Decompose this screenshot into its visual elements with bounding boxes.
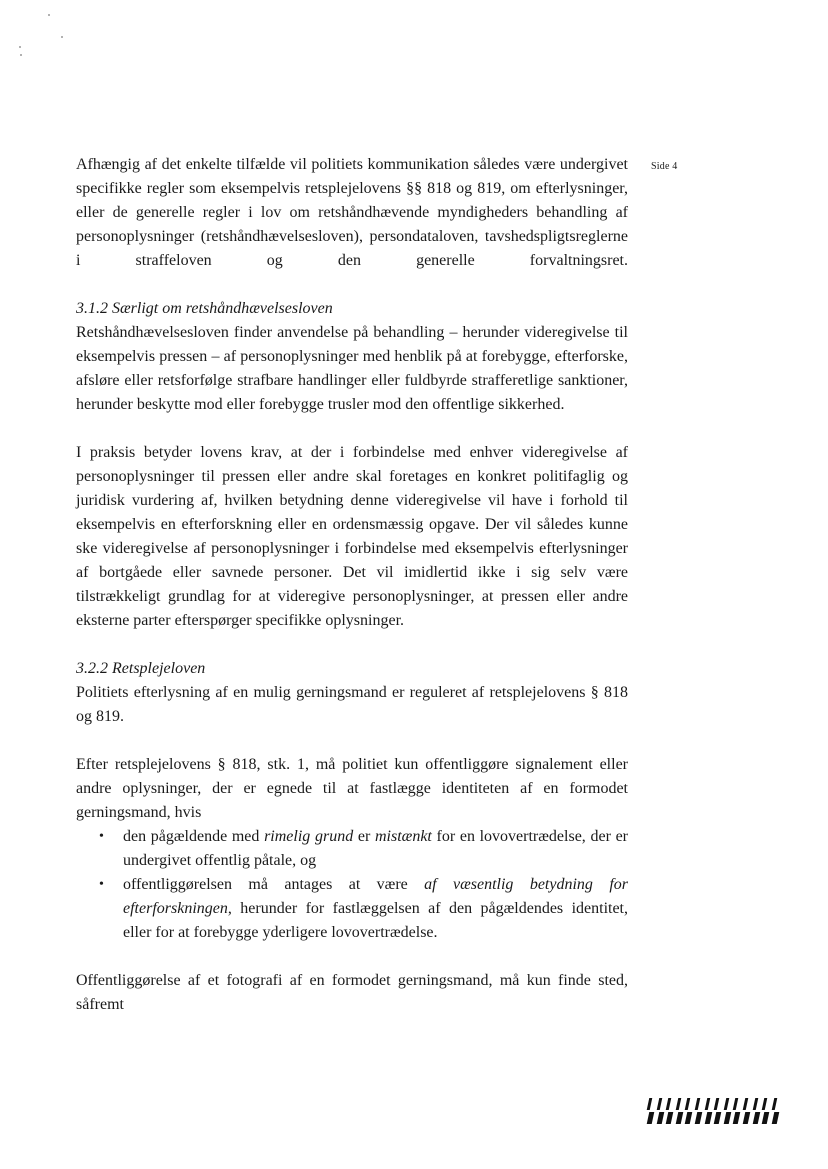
paragraph-efterlysning: Politiets efterlysning af en mulig gerningsmand er reguleret af retsplejelovens § 818 og 819.	[76, 684, 628, 725]
paragraph-retshaandhaevelsesloven: Retshåndhævelsesloven finder anvendelse på behandling – herunder videregivelse til eksempelvis pressen – af personoplysninger med henblik på at forebygge, efterforske, afsløre eller retsforfølge strafbare handlinger eller fuldbyrde strafferetlige sanktioner, herunder beskytte mod eller forebygge trusler mod den offentlige sikkerhed.	[76, 324, 628, 413]
section-heading-retshaandhaevelsesloven: 3.1.2 Særligt om retshåndhævelsesloven	[76, 300, 333, 317]
barcode-bar	[723, 1098, 729, 1110]
page-marker: Side 4	[651, 161, 678, 172]
barcode-bar	[666, 1112, 674, 1124]
barcode-bar	[676, 1098, 682, 1110]
list-item: • den pågældende med rimelig grund er mistænkt for en lovovertrædelse, der er undergivet offentlig påtale, og	[76, 825, 628, 873]
document-barcode	[648, 1096, 782, 1126]
barcode-bar	[647, 1112, 655, 1124]
barcode-bar	[704, 1098, 710, 1110]
barcode-bar	[771, 1098, 777, 1110]
barcode-bar	[771, 1112, 779, 1124]
bullet-icon: •	[99, 829, 104, 844]
paragraph-fotografi: Offentliggørelse af et fotografi af en formodet gerningsmand, må kun finde sted, såfremt	[76, 972, 628, 1013]
barcode-bar	[762, 1098, 768, 1110]
barcode-bar	[685, 1098, 691, 1110]
barcode-bar	[733, 1112, 741, 1124]
bullet-icon: •	[99, 877, 104, 892]
barcode-bar	[647, 1098, 653, 1110]
barcode-bar	[714, 1098, 720, 1110]
paragraph-intro: Afhængig af det enkelte tilfælde vil politiets kommunikation således være undergivet specifikke regler som eksempelvis retsplejelovens §§ 818 og 819, om efterlysninger, eller de generelle regler i lov om retshåndhævende myndigheders behandling af personoplysninger (retshåndhævelsesloven), persondataloven, tavshedspligtsreglerne i straffeloven og den generelle forvaltningsret.	[76, 156, 628, 269]
barcode-bar	[676, 1112, 684, 1124]
list-item: • offentliggørelsen må antages at være af væsentlig betydning for efterforskningen, herunder for fastlæggelsen af den pågældendes identitet, eller for at forebygge yderligere lovovertrædelse.	[76, 873, 628, 945]
barcode-bar	[752, 1098, 758, 1110]
barcode-bar	[714, 1112, 722, 1124]
barcode-bar	[743, 1098, 749, 1110]
barcode-bar	[752, 1112, 760, 1124]
barcode-bar	[685, 1112, 693, 1124]
section-heading-retsplejeloven: 3.2.2 Retsplejeloven	[76, 660, 206, 677]
conditions-list	[76, 825, 628, 945]
paragraph-praksis: I praksis betyder lovens krav, at der i forbindelse med enhver videregivelse af personoplysninger til pressen eller andre skal foretages en konkret politifaglig og juridisk vurdering af, hvilken betydning denne videregivelse vil have i forhold til eksempelvis en efterforskning eller en ordensmæssig opgave. Der vil således kunne ske videregivelse af personoplysninger i forbindelse med eksempelvis efterlysninger af bortgåede eller savnede personer. Det vil imidlertid ikke i sig selv være tilstrækkeligt grundlag for at videregive personoplysninger, at pressen eller andre eksterne parter efterspørger specifikke oplysninger.	[76, 444, 628, 629]
paragraph-paragraf-818: Efter retsplejelovens § 818, stk. 1, må politiet kun offentliggøre signalement eller andre oplysninger, der er egnede til at fastlægge identiteten af en formodet gerningsmand, hvis	[76, 756, 628, 821]
barcode-bar	[695, 1098, 701, 1110]
barcode-bar	[666, 1098, 672, 1110]
barcode-bar	[762, 1112, 770, 1124]
barcode-bar	[733, 1098, 739, 1110]
barcode-bar	[656, 1098, 662, 1110]
document-body	[76, 153, 628, 1017]
barcode-bar	[743, 1112, 751, 1124]
barcode-bar	[656, 1112, 664, 1124]
barcode-bar	[704, 1112, 712, 1124]
barcode-bar	[723, 1112, 731, 1124]
barcode-bar	[695, 1112, 703, 1124]
